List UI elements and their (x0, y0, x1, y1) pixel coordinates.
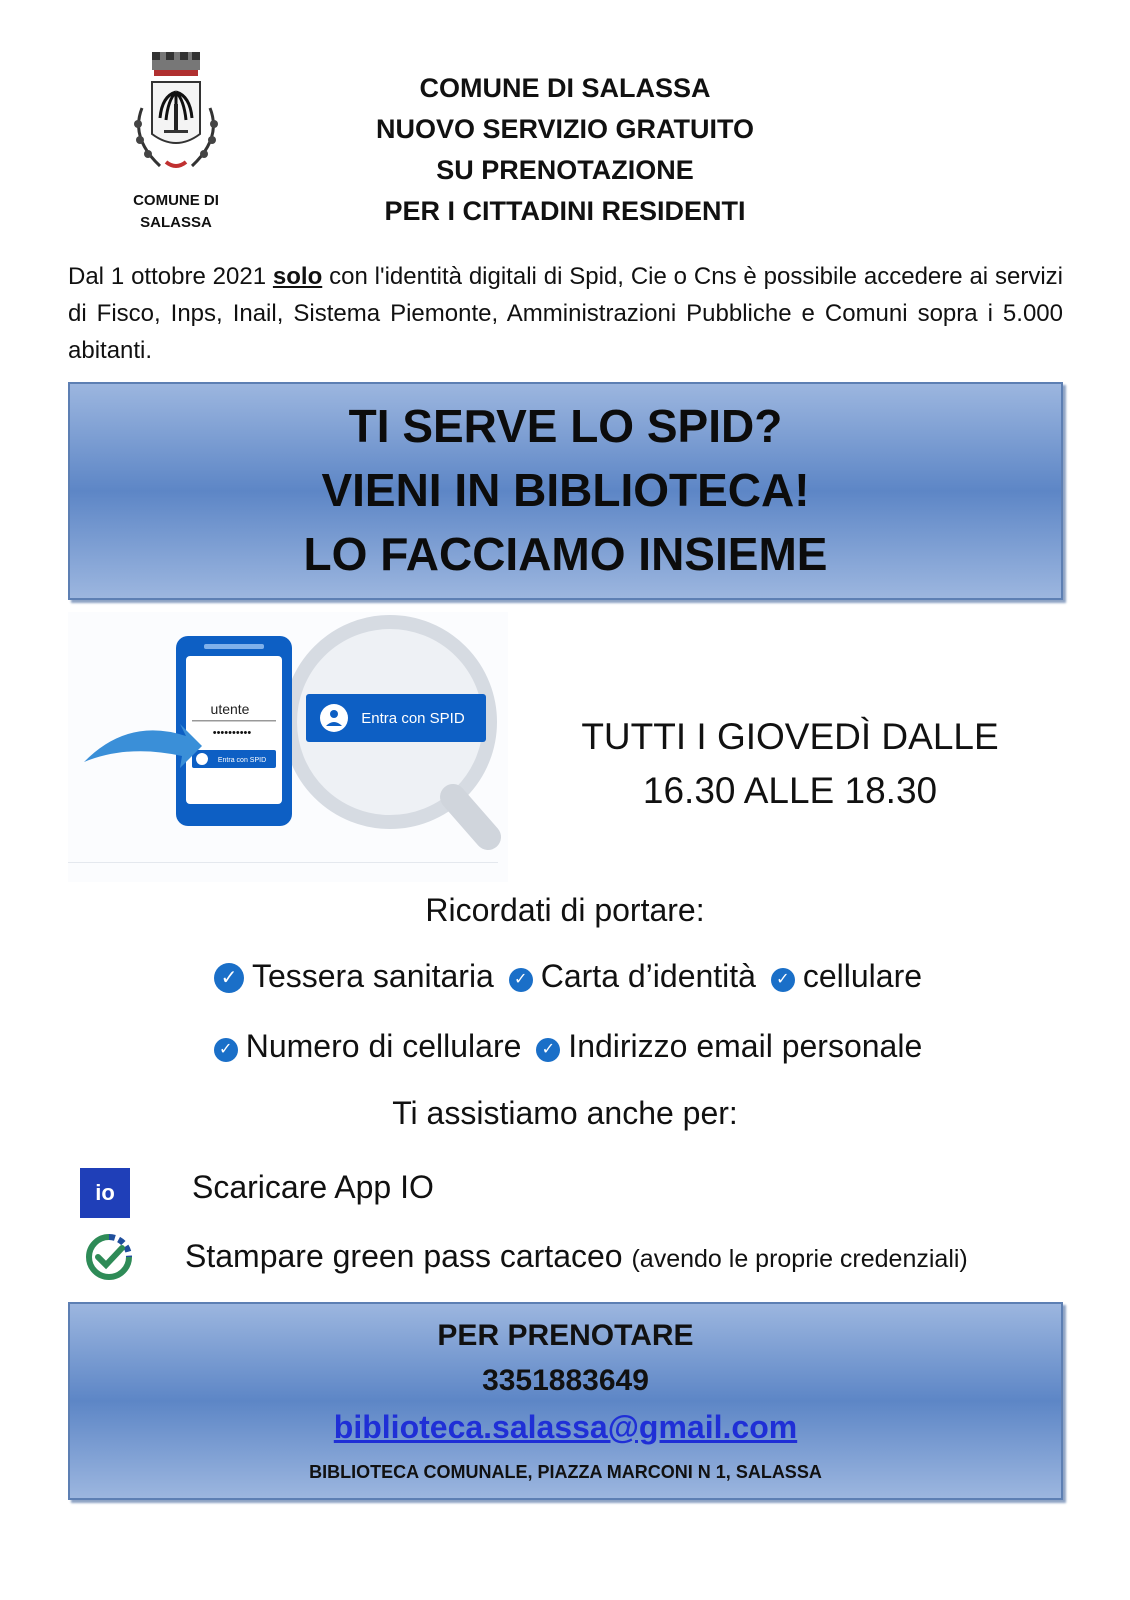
item-email: Indirizzo email personale (568, 1028, 923, 1064)
remember-items-row2 (0, 1028, 1130, 1065)
check-icon: ✓ (214, 963, 244, 993)
spid-banner (68, 382, 1063, 600)
schedule-line1: TUTTI I GIOVEDÌ DALLE (581, 716, 999, 757)
check-icon: ✓ (771, 968, 795, 992)
header-line4: PER I CITTADINI RESIDENTI (384, 196, 746, 226)
spid-illustration (68, 612, 508, 882)
booking-box (68, 1302, 1063, 1500)
assist-title: Ti assistiamo anche per: (392, 1095, 738, 1131)
schedule (580, 710, 1000, 818)
booking-phone: 3351883649 (482, 1364, 649, 1397)
booking-title: PER PRENOTARE (437, 1319, 694, 1352)
greenpass-text (185, 1234, 968, 1281)
banner-line2: VIENI IN BIBLIOTECA! (321, 464, 810, 516)
item-numero-cellulare: Numero di cellulare (245, 1028, 522, 1064)
intro-emphasis: solo (272, 263, 323, 290)
app-io-text: Scaricare App IO (192, 1169, 434, 1205)
header-line3: SU PRENOTAZIONE (436, 155, 694, 185)
remember-items-row1 (0, 958, 1130, 995)
booking-address: BIBLIOTECA COMUNALE, PIAZZA MARCONI N 1, SALASSA (309, 1462, 822, 1482)
greenpass-note: (avendo le proprie credenziali) (631, 1245, 968, 1273)
check-icon: ✓ (509, 968, 533, 992)
banner-line1: TI SERVE LO SPID? (348, 400, 783, 452)
check-icon: ✓ (536, 1038, 560, 1062)
phone-password: •••••••••• (212, 727, 252, 739)
header-line1: COMUNE DI SALASSA (419, 73, 711, 103)
booking-email-link[interactable]: biblioteca.salassa@gmail.com (333, 1409, 798, 1445)
green-pass-icon (84, 1232, 134, 1282)
page-header (330, 68, 800, 232)
intro-paragraph (68, 258, 1063, 369)
intro-text-end: con l'identità digitali di Spid, Cie o Cns è possibile accedere ai servizi di Fisco, Inps, Inail, Sistema Piemonte, Amministrazioni Pubbliche e Comuni sopra i 5.000 abitanti. (68, 263, 1064, 364)
crest-label-line1: COMUNE DI (133, 192, 219, 209)
phone-user-icon (196, 753, 208, 765)
header-line2: NUOVO SERVIZIO GRATUITO (375, 114, 755, 144)
intro-text-start: Dal 1 ottobre 2021 (68, 263, 273, 290)
item-tessera: Tessera sanitaria (251, 958, 494, 994)
banner-line3: LO FACCIAMO INSIEME (303, 528, 828, 580)
phone-user-label: utente (210, 701, 250, 717)
greenpass-main: Stampare green pass cartaceo (185, 1238, 623, 1274)
item-carta-identita: Carta d’identità (540, 958, 756, 994)
phone-button-label: Entra con SPID (217, 757, 267, 764)
crest-emblem-icon (112, 48, 240, 198)
crest-label (112, 190, 240, 234)
lens-button-label: Entra con SPID (361, 710, 465, 727)
schedule-line2: 16.30 ALLE 18.30 (642, 770, 938, 811)
io-app-icon: io (80, 1168, 130, 1218)
crest-label-line2: SALASSA (140, 214, 212, 231)
remember-title: Ricordati di portare: (425, 892, 705, 928)
check-icon: ✓ (214, 1038, 238, 1062)
item-cellulare: cellulare (802, 958, 923, 994)
